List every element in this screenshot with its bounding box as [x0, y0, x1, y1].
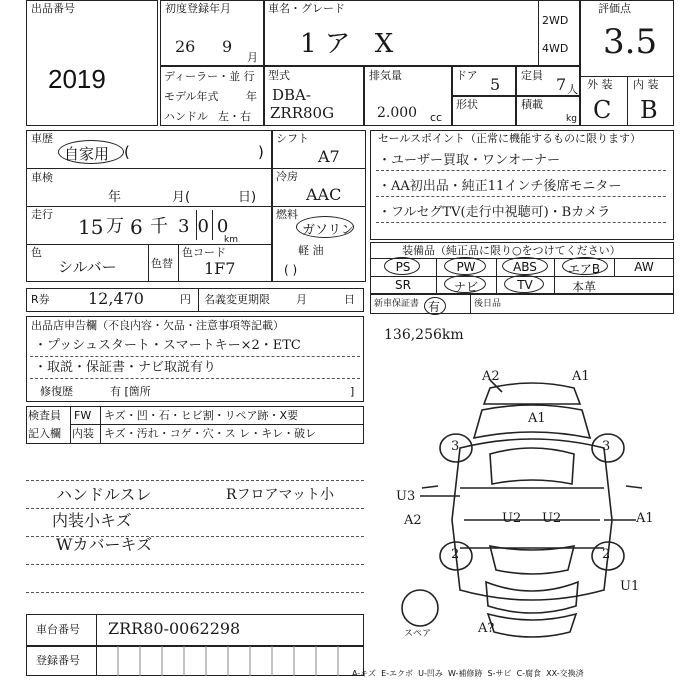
fuel-diesel: 軽 油 [298, 244, 324, 257]
selling-line-1: ・ユーザー買取・ワンオーナー [378, 153, 561, 168]
diag-mark-3-left: 3 [451, 439, 460, 454]
equip-abs: ABS [513, 260, 537, 274]
odometer-note: 136,256km [384, 327, 464, 343]
capacity-unit: 人 [567, 83, 578, 96]
equip-leather: 本革 [571, 280, 596, 294]
inspector-fw-items: キズ・凹・石・ヒビ割・リペア跡・X要 [104, 409, 299, 422]
recycle-label: R券 [31, 293, 50, 306]
equip-aw: AW [634, 260, 654, 274]
registration-label: 登録番号 [36, 654, 80, 667]
inspector-int-label: 内装 [72, 427, 94, 440]
seller-report-line-1: ・プッシュスタート・スマートキー×2・ETC [34, 338, 301, 353]
score-label: 評価点 [598, 2, 631, 15]
fuel-paren: ( ) [284, 263, 298, 277]
recycle-box [26, 288, 364, 312]
selling-line-2: ・AA初出品・純正11インチ後席モニター [378, 179, 622, 194]
displacement-label: 排気量 [369, 69, 402, 82]
name-grade-value: 1ア X [300, 29, 402, 59]
displacement-unit: cc [430, 111, 443, 124]
warranty-value: 有 [428, 300, 441, 314]
diag-mark-u1: U1 [620, 579, 640, 594]
spare-label: スペア [404, 629, 432, 639]
diag-mark-u3: U3 [396, 489, 416, 504]
first-reg-month-label: 月 [247, 51, 258, 64]
note-3: Wカバーキズ [56, 535, 153, 554]
diag-mark-3-right: 3 [602, 439, 611, 454]
diag-mark-u2-left: U2 [502, 511, 522, 526]
color-code: 1F7 [204, 259, 236, 278]
load-label: 積載 [521, 98, 543, 111]
name-grade-label: 車名・グレード [268, 2, 345, 15]
equip-airbag: エアB [567, 262, 601, 276]
equip-ps: PS [395, 260, 411, 274]
color-change-label: 色替 [151, 257, 173, 270]
fuel-label: 燃料 [276, 208, 298, 221]
seller-report-line-2: ・取説・保証書・ナビ取説有り [34, 360, 217, 375]
first-reg-label: 初度登録年月 [165, 2, 231, 15]
color-value: シルバー [58, 258, 117, 276]
history-value: 自家用 [64, 145, 110, 163]
wd2-label: 2WD [542, 14, 569, 27]
mileage-d1: 15 [78, 215, 104, 239]
doors-value: 5 [490, 75, 501, 94]
equip-navi: ナビ [453, 280, 478, 294]
ac-value: AAC [306, 185, 342, 204]
equip-pw: PW [456, 260, 476, 274]
nameterm-day: 日 [344, 293, 355, 306]
seller-report-label: 出品店申告欄（不良内容・欠品・注意事項等記載） [31, 319, 284, 332]
equip-tv: TV [517, 278, 533, 292]
dealer-label: ディーラー・並 行 [164, 70, 255, 83]
recycle-unit: 円 [180, 293, 191, 306]
ext-label: 外 装 [587, 78, 613, 91]
capacity-label: 定員 [521, 69, 543, 82]
diag-mark-a1-top: A1 [572, 369, 590, 384]
history-paren-close: ) [258, 143, 264, 161]
history-paren-open: ( [124, 143, 130, 161]
color-code-label: 色コード [182, 246, 226, 259]
diag-mark-2-left: 2 [451, 547, 460, 562]
mileage-d2: 6 [130, 215, 143, 239]
handle-label: ハンドル [164, 110, 208, 123]
diag-mark-u2-right: U2 [542, 511, 562, 526]
load-unit: kg [566, 114, 577, 124]
recycle-value: 12,470 [88, 289, 144, 308]
registration-grid [96, 646, 364, 676]
model-value-1: DBA- [272, 86, 311, 104]
shift-value: A7 [318, 147, 340, 166]
model-value-2: ZRR80G [270, 104, 335, 122]
diag-mark-a2-top: A2 [482, 369, 500, 384]
mileage-d3: 300 [178, 216, 237, 237]
note-4: Rフロアマット小 [226, 487, 334, 503]
model-label: 型式 [268, 69, 290, 82]
inspection-day: 日) [238, 190, 257, 205]
note-1: ハンドルスレ [56, 485, 152, 504]
legend: A-キズ E-エクボ U-凹み W-補修跡 S-サビ C-腐食 XX-交換済 [352, 669, 584, 678]
later-label: 後日品 [474, 299, 502, 309]
first-reg-year: 26 [175, 37, 196, 56]
wd4-label: 4WD [542, 42, 569, 55]
selling-label: セールスポイント（正常に機能するものに限ります） [378, 132, 642, 145]
chassis-label: 車台番号 [36, 623, 80, 636]
chassis-value: ZRR80-0062298 [108, 619, 241, 638]
shape-label: 形状 [456, 98, 478, 111]
history-label: 車歴 [31, 132, 53, 145]
mileage-label: 走行 [31, 208, 53, 221]
repair-close: ] [350, 385, 355, 398]
inspector-label-1: 検査員 [28, 409, 61, 422]
diag-mark-a1-rear: A1 [528, 411, 546, 426]
mileage-man: 万 [106, 216, 124, 237]
color-label: 色 [31, 246, 42, 259]
lot-box [26, 0, 158, 126]
diag-mark-2-right: 2 [602, 547, 611, 562]
nameterm-label: 名義変更期限 [204, 293, 270, 306]
repair-label: 修復歴 [40, 385, 73, 398]
lot-number: 2019 [48, 64, 106, 94]
inspection-month: 月( [172, 190, 191, 205]
diag-mark-a1-side: A1 [636, 511, 654, 526]
inspector-fw-label: FW [74, 409, 92, 422]
diag-mark-a2-side: A2 [404, 513, 422, 528]
selling-line-3: ・フルセグTV(走行中視聴可)・Bカメラ [378, 205, 611, 220]
lot-label: 出品番号 [31, 2, 75, 15]
warranty-label: 新車保証書 [374, 299, 420, 309]
inspection-label: 車検 [31, 171, 53, 184]
ac-label: 冷房 [276, 170, 298, 183]
inspection-year: 年 [108, 190, 122, 205]
int-label: 内 装 [633, 78, 659, 91]
diag-mark-front: A? [478, 621, 495, 636]
equip-sr: SR [395, 278, 411, 292]
ext-grade: C [593, 96, 612, 124]
doors-label: ドア [456, 69, 478, 82]
displacement-value: 2.000 [377, 105, 418, 121]
model-year-unit: 年 [246, 90, 257, 103]
note-2: 内装小キズ [52, 511, 132, 530]
model-year-label: モデル年式 [164, 90, 219, 103]
mileage-sen: 千 [150, 216, 168, 237]
nameterm-month: 月 [296, 293, 307, 306]
int-grade: B [640, 96, 658, 124]
repair-value: 有 [箇所 [110, 385, 151, 398]
capacity-value: 7 [556, 75, 567, 94]
fuel-value: ガソリン [302, 223, 355, 238]
inspector-int-items: キズ・汚れ・コゲ・穴・ス レ・キレ・破レ [104, 427, 317, 440]
mileage-unit: km [224, 235, 238, 245]
first-reg-month: 9 [222, 37, 233, 56]
shift-label: シフト [276, 132, 309, 145]
handle-lr: 左・右 [218, 110, 251, 123]
equipment-label: 装備品（純正品に限り○をつけてください） [402, 244, 621, 257]
inspector-label-2: 記入欄 [28, 427, 61, 440]
score-value: 3.5 [603, 22, 658, 62]
